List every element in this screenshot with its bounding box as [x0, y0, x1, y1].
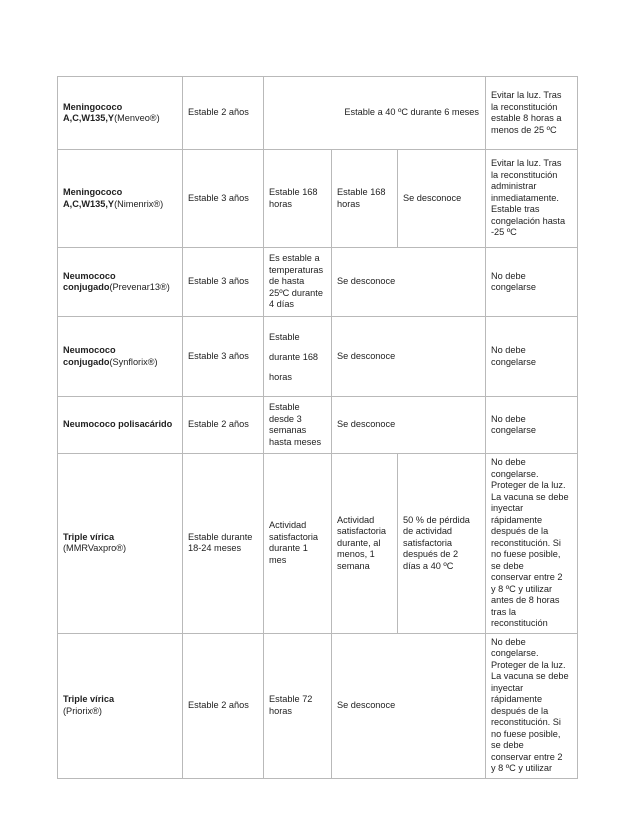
vaccine-cell: Neumococo polisacárido — [58, 397, 183, 454]
unopened-stability-cell: Estable 2 años — [183, 77, 264, 150]
unopened-stability-cell: Estable durante 18-24 meses — [183, 454, 264, 634]
notes-cell: No debe congelarse — [486, 397, 578, 454]
stability-cell: Es estable a temperaturas de hasta 25ºC durante 4 días — [264, 248, 332, 317]
table-row — [58, 454, 578, 634]
notes-cell: No debe congelarse. Proteger de la luz. La vacuna se debe inyectar rápidamente después de la reconstitución. Si no fuese posible, se debe conservar entre 2 y 8 ºC y utilizar — [486, 633, 578, 778]
stability-cell: Estable durante 168 horas — [264, 317, 332, 397]
vaccine-cell: Meningococo A,C,W135,Y(Nimenrix®) — [58, 150, 183, 248]
unopened-stability-cell: Estable 2 años — [183, 633, 264, 778]
table-row — [58, 77, 578, 150]
table-row — [58, 317, 578, 397]
stability-cell: Se desconoce — [332, 397, 486, 454]
notes-cell: No debe congelarse. Proteger de la luz. La vacuna se debe inyectar rápidamente después de la reconstitución. Si no fuese posible, se debe conservar entre 2 y 8 ºC y utilizar antes de 8 horas tras la reconstitución — [486, 454, 578, 634]
table-row — [58, 150, 578, 248]
stability-cell: Se desconoce — [332, 317, 486, 397]
table-row — [58, 633, 578, 778]
vaccine-stability-table — [57, 76, 578, 779]
stability-cell: Se desconoce — [332, 633, 486, 778]
vaccine-cell: Triple vírica (MMRVaxpro®) — [58, 454, 183, 634]
stability-cell: Actividad satisfactoria durante, al menos, 1 semana — [332, 454, 398, 634]
stability-cell: Actividad satisfactoria durante 1 mes — [264, 454, 332, 634]
notes-cell: Evitar la luz. Tras la reconstitución estable 8 horas a menos de 25 ºC — [486, 77, 578, 150]
stability-cell: Estable 168 horas — [264, 150, 332, 248]
table-row — [58, 248, 578, 317]
vaccine-cell: Neumococo conjugado(Synflorix®) — [58, 317, 183, 397]
vaccine-cell: Neumococo conjugado(Prevenar13®) — [58, 248, 183, 317]
notes-cell: No debe congelarse — [486, 317, 578, 397]
vaccine-cell: Triple vírica (Priorix®) — [58, 633, 183, 778]
unopened-stability-cell: Estable 2 años — [183, 397, 264, 454]
vaccine-cell: Meningococo A,C,W135,Y(Menveo®) — [58, 77, 183, 150]
stability-cell: Se desconoce — [332, 248, 486, 317]
table-row — [58, 397, 578, 454]
notes-cell: Evitar la luz. Tras la reconstitución administrar inmediatamente. Estable tras congelación hasta -25 ºC — [486, 150, 578, 248]
stability-cell: Estable desde 3 semanas hasta meses — [264, 397, 332, 454]
stability-cell: Estable a 40 ºC durante 6 meses — [264, 77, 486, 150]
unopened-stability-cell: Estable 3 años — [183, 248, 264, 317]
stability-cell: Se desconoce — [398, 150, 486, 248]
stability-cell: Estable 72 horas — [264, 633, 332, 778]
unopened-stability-cell: Estable 3 años — [183, 150, 264, 248]
unopened-stability-cell: Estable 3 años — [183, 317, 264, 397]
notes-cell: No debe congelarse — [486, 248, 578, 317]
stability-cell: 50 % de pérdida de actividad satisfactoria después de 2 días a 40 ºC — [398, 454, 486, 634]
stability-cell: Estable 168 horas — [332, 150, 398, 248]
